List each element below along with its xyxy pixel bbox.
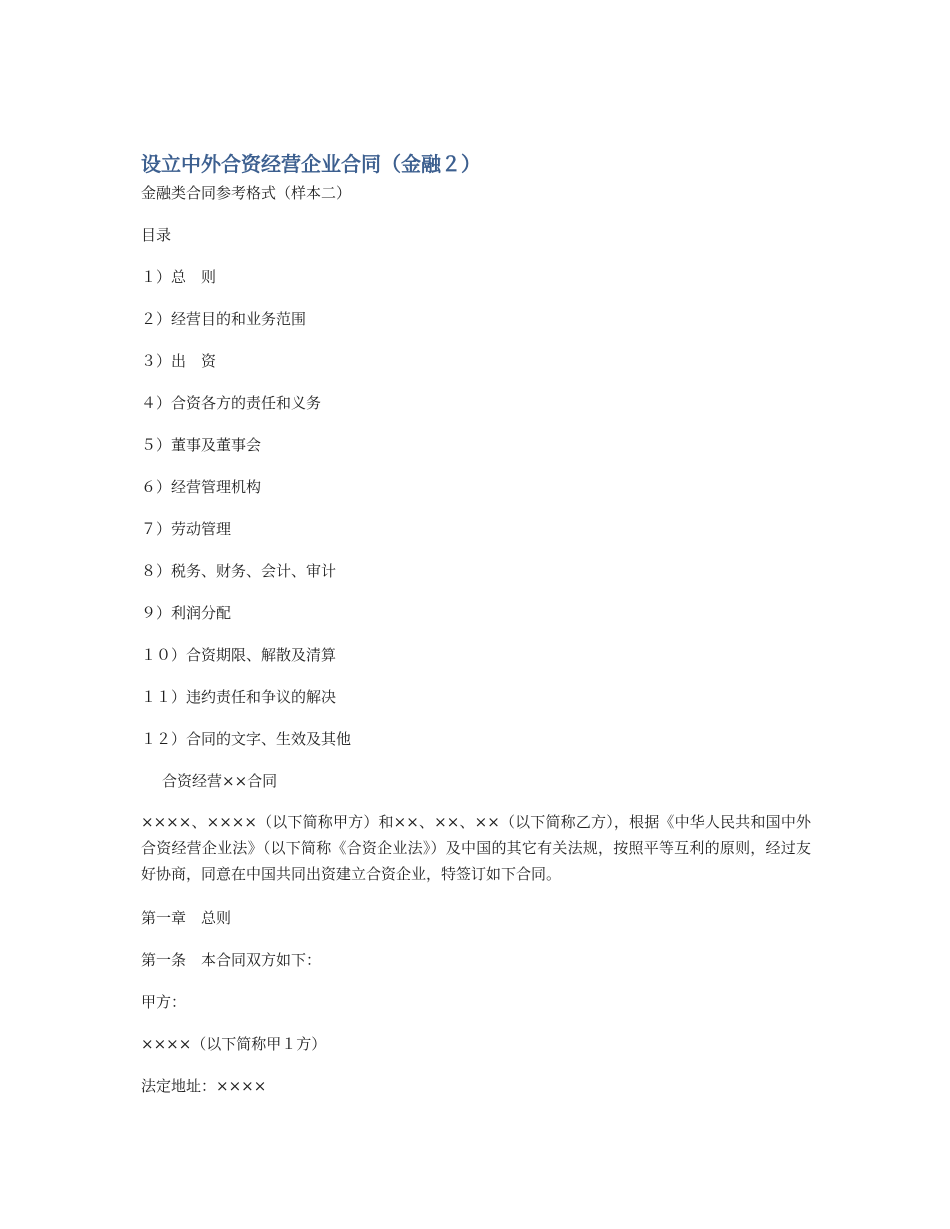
toc-heading: 目录 <box>141 226 172 244</box>
contract-name: 合资经营××合同 <box>162 772 278 790</box>
toc-item: ６）经营管理机构 <box>141 478 262 496</box>
toc-item: ３）出 资 <box>141 352 217 370</box>
document-title: 设立中外合资经营企业合同（金融２） <box>141 152 481 176</box>
party-a-label: 甲方： <box>141 993 187 1011</box>
toc-item: ９）利润分配 <box>141 604 232 622</box>
toc-item: ２）经营目的和业务范围 <box>141 310 307 328</box>
document-subtitle: 金融类合同参考格式（样本二） <box>141 184 352 202</box>
toc-item: ７）劳动管理 <box>141 520 232 538</box>
toc-item: ４）合资各方的责任和义务 <box>141 394 322 412</box>
legal-address: 法定地址：×××× <box>141 1077 267 1095</box>
toc-item: ８）税务、财务、会计、审计 <box>141 562 337 580</box>
toc-item: １２）合同的文字、生效及其他 <box>141 730 352 748</box>
toc-item: １）总 则 <box>141 268 217 286</box>
toc-item: １１）违约责任和争议的解决 <box>141 688 337 706</box>
chapter-heading: 第一章 总则 <box>141 909 232 927</box>
toc-item: ５）董事及董事会 <box>141 436 262 454</box>
table-of-contents <box>141 266 811 750</box>
toc-item: １０）合资期限、解散及清算 <box>141 646 337 664</box>
document-page <box>141 150 811 1097</box>
preamble-paragraph: ××××、××××（以下简称甲方）和××、××、××（以下简称乙方），根据《中华人民共和国中外合资经营企业法》（以下简称《合资企业法》）及中国的其它有关法规，按照平等互利的原则，经过友好协商，同意在中国共同出资建立合资企业，特签订如下合同。 <box>141 813 811 883</box>
article-heading: 第一条 本合同双方如下： <box>141 951 322 969</box>
party-a-name: ××××（以下简称甲１方） <box>141 1035 327 1053</box>
